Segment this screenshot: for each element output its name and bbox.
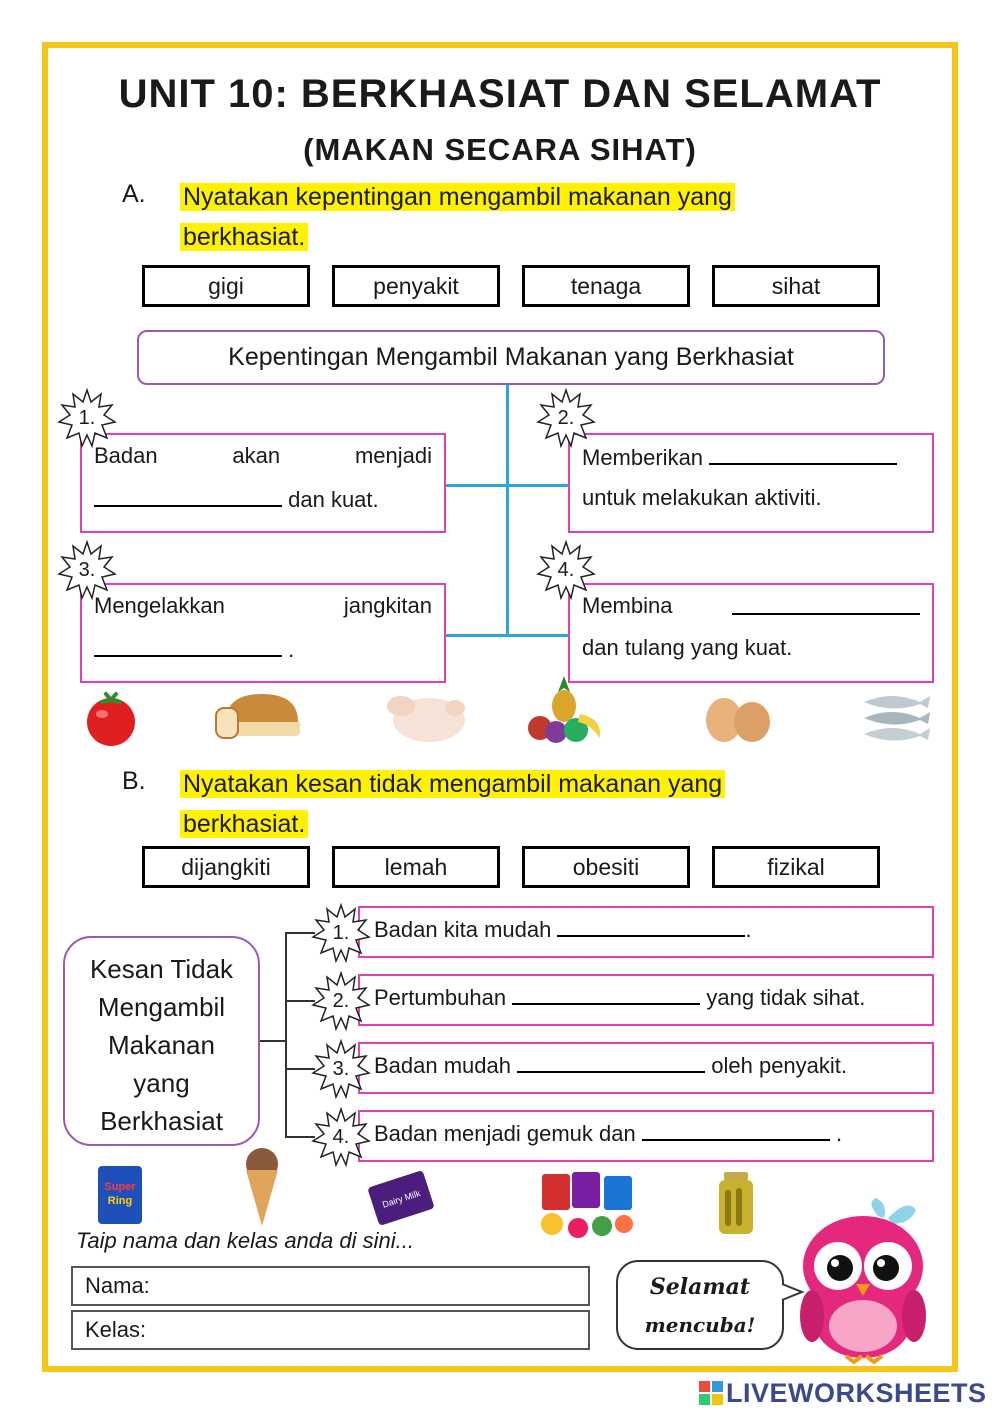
section-b-center-title: Kesan Tidak Mengambil Makanan yang Berkhasiat	[63, 936, 260, 1146]
a4-word-1: Membina	[582, 593, 673, 618]
a2-blank[interactable]	[709, 443, 897, 465]
speech-bubble	[616, 1260, 784, 1350]
a1-end: dan kuat.	[288, 487, 379, 512]
section-a-center-title: Kepentingan Mengambil Makanan yang Berkhasiat	[137, 330, 885, 385]
section-b-question-line1: Nyatakan kesan tidak mengambil makanan yang	[180, 770, 725, 798]
b2-blank[interactable]	[512, 983, 700, 1005]
brand-text[interactable]: LIVEWORKSHEETS	[726, 1378, 987, 1408]
star-badge-b4: 4.	[311, 1107, 371, 1167]
star-badge-b1: 1.	[311, 903, 371, 963]
word-tenaga[interactable]: tenaga	[522, 265, 690, 307]
answer-box-b4: Badan menjadi gemuk dan .	[358, 1110, 934, 1162]
answer-box-b3: Badan mudah oleh penyakit.	[358, 1042, 934, 1094]
tomato-icon	[82, 690, 140, 748]
a3-word-2: jangkitan	[343, 593, 432, 618]
eggs-icon	[700, 690, 776, 744]
section-a-letter: A.	[122, 180, 146, 208]
b3-blank[interactable]	[517, 1051, 705, 1073]
star-badge-a1: 1.	[57, 388, 117, 448]
word-obesiti[interactable]: obesiti	[522, 846, 690, 888]
word-gigi[interactable]: gigi	[142, 265, 310, 307]
b1-blank[interactable]	[557, 915, 745, 937]
svg-text:Dairy Milk: Dairy Milk	[380, 1188, 422, 1210]
pickles-jar-icon	[716, 1170, 756, 1236]
a4-blank[interactable]	[732, 593, 920, 615]
a2-word-1: Memberikan	[582, 445, 704, 470]
section-b-question-line2: berkhasiat.	[180, 810, 308, 838]
a1-word-1: Badan	[94, 443, 158, 468]
word-sihat[interactable]: sihat	[712, 265, 880, 307]
answer-box-a2	[568, 433, 934, 533]
b-connector-stem	[260, 1040, 286, 1042]
a3-word-1: Mengelakkan	[94, 593, 225, 618]
page-subtitle: (MAKAN SECARA SIHAT)	[303, 132, 697, 167]
bubble-line-2: mencuba!	[644, 1313, 756, 1337]
answer-box-b1: Badan kita mudah .	[358, 906, 934, 958]
answer-box-a3	[80, 583, 446, 683]
word-fizikal[interactable]: fizikal	[712, 846, 880, 888]
connector-vertical	[506, 385, 509, 635]
answer-box-a4	[568, 583, 934, 683]
a1-blank[interactable]	[94, 485, 282, 507]
a1-word-3: menjadi	[354, 443, 432, 468]
owl-mascot-icon	[788, 1196, 938, 1364]
a3-end: .	[288, 637, 295, 662]
chicken-icon	[383, 686, 471, 746]
star-badge-b2: 2.	[311, 971, 371, 1031]
star-badge-a2: 2.	[536, 388, 596, 448]
svg-text:Ring: Ring	[107, 1195, 133, 1207]
section-a-question-line1: Nyatakan kepentingan mengambil makanan yang	[180, 183, 735, 211]
class-field[interactable]	[71, 1310, 590, 1350]
answer-box-b2: Pertumbuhan yang tidak sihat.	[358, 974, 934, 1026]
fish-icon	[858, 688, 934, 750]
bread-icon	[212, 690, 304, 742]
b4-blank[interactable]	[642, 1119, 830, 1141]
svg-text:Super: Super	[104, 1181, 136, 1193]
word-dijangkiti[interactable]: dijangkiti	[142, 846, 310, 888]
answer-box-a1	[80, 433, 446, 533]
bubble-line-1: Selamat	[649, 1274, 751, 1300]
a4-end: dan tulang yang kuat.	[582, 635, 793, 660]
section-a-question-line2: berkhasiat.	[180, 223, 308, 251]
fruits-icon	[520, 674, 608, 746]
a2-end: untuk melakukan aktiviti.	[582, 485, 822, 510]
connector-top	[446, 484, 568, 487]
b-connector-vertical	[285, 932, 287, 1138]
section-a-question	[180, 177, 735, 257]
class-label: Kelas:	[85, 1317, 147, 1342]
word-lemah[interactable]: lemah	[332, 846, 500, 888]
a3-blank[interactable]	[94, 635, 282, 657]
section-b-letter: B.	[122, 767, 146, 795]
connector-bottom	[446, 634, 568, 637]
star-badge-a4: 4.	[536, 540, 596, 600]
liveworksheets-logo-icon	[698, 1380, 724, 1406]
footer-prompt: Taip nama dan kelas anda di sini...	[76, 1228, 414, 1253]
name-label: Nama:	[85, 1273, 150, 1298]
name-field[interactable]	[71, 1266, 590, 1306]
candies-icon	[538, 1168, 638, 1244]
page-title: UNIT 10: BERKHASIAT DAN SELAMAT	[118, 72, 882, 116]
chips-icon	[94, 1164, 146, 1226]
section-b-question	[180, 764, 725, 844]
chocolate-icon	[366, 1168, 436, 1228]
ice-cream-icon	[240, 1146, 284, 1228]
word-penyakit[interactable]: penyakit	[332, 265, 500, 307]
star-badge-a3: 3.	[57, 540, 117, 600]
star-badge-b3: 3.	[311, 1039, 371, 1099]
a1-word-2: akan	[232, 443, 281, 468]
